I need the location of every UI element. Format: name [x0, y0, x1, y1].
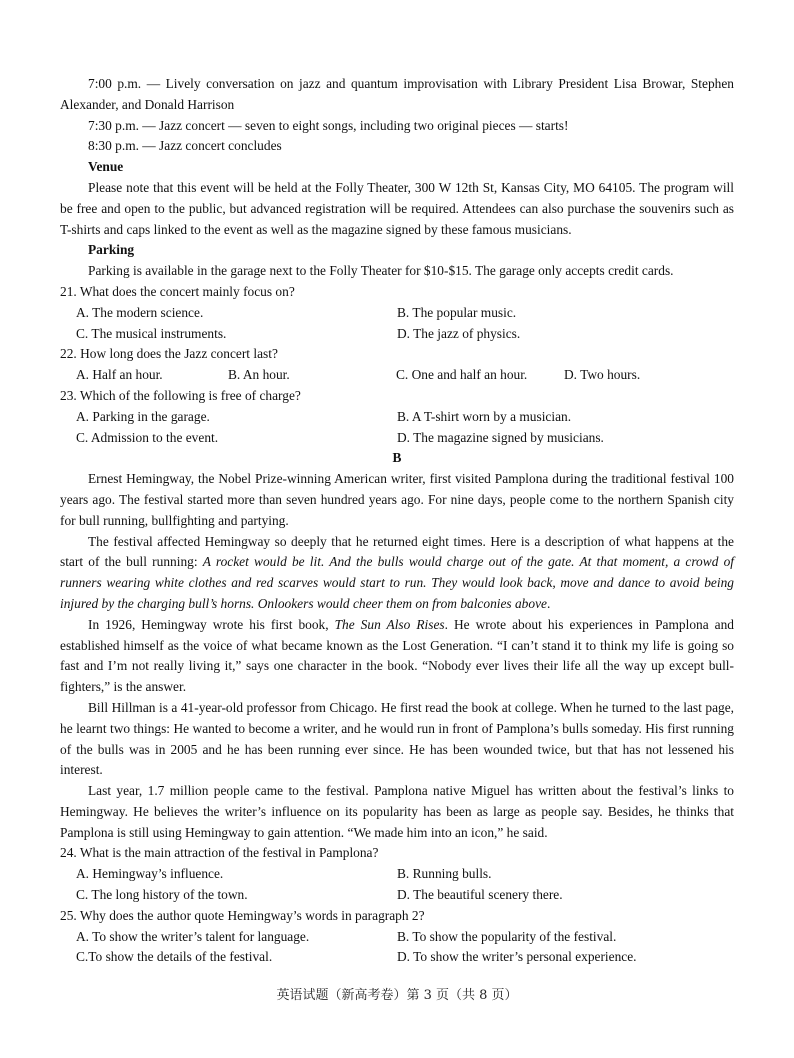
option-b: B. A T-shirt worn by a musician. — [397, 408, 572, 424]
question-25-options-cd — [60, 947, 734, 968]
paragraph-3-text-a: In 1926, Hemingway wrote his first book, — [88, 616, 335, 632]
question-23: 23. Which of the following is free of charge? — [60, 387, 301, 403]
option-b: B. An hour. — [228, 367, 290, 383]
question-21: 21. What does the concert mainly focus on? — [60, 283, 295, 299]
schedule-item-1: 7:00 p.m. — Lively conversation on jazz and quantum improvisation with Library President Lisa Browar, Stephen Alexander, and Donald Harrison — [60, 76, 734, 112]
option-c: C. One and half an hour. — [396, 367, 528, 383]
option-c: C. Admission to the event. — [76, 429, 219, 445]
passage-paragraph-4: Bill Hillman is a 41-year-old professor from Chicago. He first read the book at college. When he turned to the last page, he learnt two things: He wanted to become a writer, and he would run in front of Pamplona’s bulls someday. His first running of the bulls was in 2005 and he has been running ever since. He has been wounded twice, but that has not lessened his interest. — [60, 699, 734, 778]
section-b-heading: B — [392, 450, 402, 466]
question-22: 22. How long does the Jazz concert last? — [60, 346, 278, 362]
page-footer: 英语试题（新高考卷）第 3 页（共 8 页） — [276, 988, 518, 1003]
option-a: A. To show the writer’s talent for language. — [76, 928, 310, 944]
question-21-options-ab — [60, 303, 734, 324]
exam-page — [60, 74, 734, 968]
venue-text: Please note that this event will be held at the Folly Theater, 300 W 12th St, Kansas City, MO 64105. The program will be free and open to the public, but advanced registration will be required. Attendees can also purchase the souvenirs such as T-shirts and caps linked to the event as well as the magazine signed by these famous musicians. — [60, 179, 734, 237]
option-d: D. The beautiful scenery there. — [397, 887, 563, 903]
question-24-options-cd — [60, 885, 734, 906]
schedule-item-2: 7:30 p.m. — Jazz concert — seven to eight songs, including two original pieces — starts! — [88, 117, 569, 133]
option-a: A. Hemingway’s influence. — [76, 866, 224, 882]
parking-text: Parking is available in the garage next to the Folly Theater for $10-$15. The garage only accepts credit cards. — [88, 263, 674, 279]
passage-paragraph-2 — [60, 532, 734, 615]
option-b: B. To show the popularity of the festival. — [397, 928, 617, 944]
question-24-options-ab — [60, 864, 734, 885]
parking-heading: Parking — [88, 242, 135, 258]
option-a: A. Parking in the garage. — [76, 408, 210, 424]
passage-paragraph-5: Last year, 1.7 million people came to the festival. Pamplona native Miguel has written about the festival’s links to Hemingway. He believes the writer’s influence on its popularity has been as large as people say. Besides, he thinks that Pamplona is still using Hemingway to gain attention. “We made him into an icon,” he said. — [60, 783, 734, 840]
paragraph-2-quote: A rocket would be lit. And the bulls would charge out of the gate. At that moment, a crowd of runners wearing white clothes and red scarves would start to run. They would look back, move and dance to avoid being injured by the charging bull’s horns. Onlookers would cheer them on from balconies above — [60, 554, 734, 611]
paragraph-3-text-b: . He wrote about his experiences in Pamplona and established himself as the voice of what became known as the Lost Generation. “I can’t stand it to think my life is going so fast and I’m not really living it,” says one character in the book. “Nobody ever lives their life all the way up except bull-fighters,” is the answer. — [60, 616, 735, 695]
book-title: The Sun Also Rises — [334, 616, 445, 632]
option-c: C. The long history of the town. — [76, 887, 248, 903]
passage-paragraph-3 — [60, 615, 734, 698]
option-d: D. Two hours. — [564, 367, 641, 383]
question-24: 24. What is the main attraction of the festival in Pamplona? — [60, 845, 379, 861]
question-25: 25. Why does the author quote Hemingway’s words in paragraph 2? — [60, 907, 425, 923]
option-a: A. The modern science. — [76, 304, 204, 320]
paragraph-2-text: The festival affected Hemingway so deeply that he returned eight times. Here is a description of what happens at the start of the bull running: — [60, 533, 734, 570]
schedule-item-3: 8:30 p.m. — Jazz concert concludes — [88, 138, 282, 154]
question-25-options-ab — [60, 927, 734, 948]
paragraph-2-end: . — [546, 595, 551, 611]
question-22-options — [60, 365, 734, 386]
option-b: B. Running bulls. — [397, 866, 492, 882]
option-d: D. To show the writer’s personal experience. — [397, 949, 637, 965]
option-d: D. The magazine signed by musicians. — [397, 429, 604, 445]
question-21-options-cd — [60, 324, 734, 345]
option-c: C. The musical instruments. — [76, 325, 227, 341]
question-23-options-ab — [60, 407, 734, 428]
option-b: B. The popular music. — [397, 304, 517, 320]
option-a: A. Half an hour. — [76, 367, 163, 383]
option-d: D. The jazz of physics. — [397, 325, 521, 341]
venue-heading: Venue — [88, 159, 124, 175]
question-23-options-cd — [60, 428, 734, 449]
option-c: C.To show the details of the festival. — [76, 949, 273, 965]
passage-paragraph-1: Ernest Hemingway, the Nobel Prize-winning American writer, first visited Pamplona during the traditional festival 100 years ago. The festival started more than seven hundred years ago. For nine days, people come to the northern Spanish city for bull running, bullfighting and partying. — [60, 471, 734, 528]
